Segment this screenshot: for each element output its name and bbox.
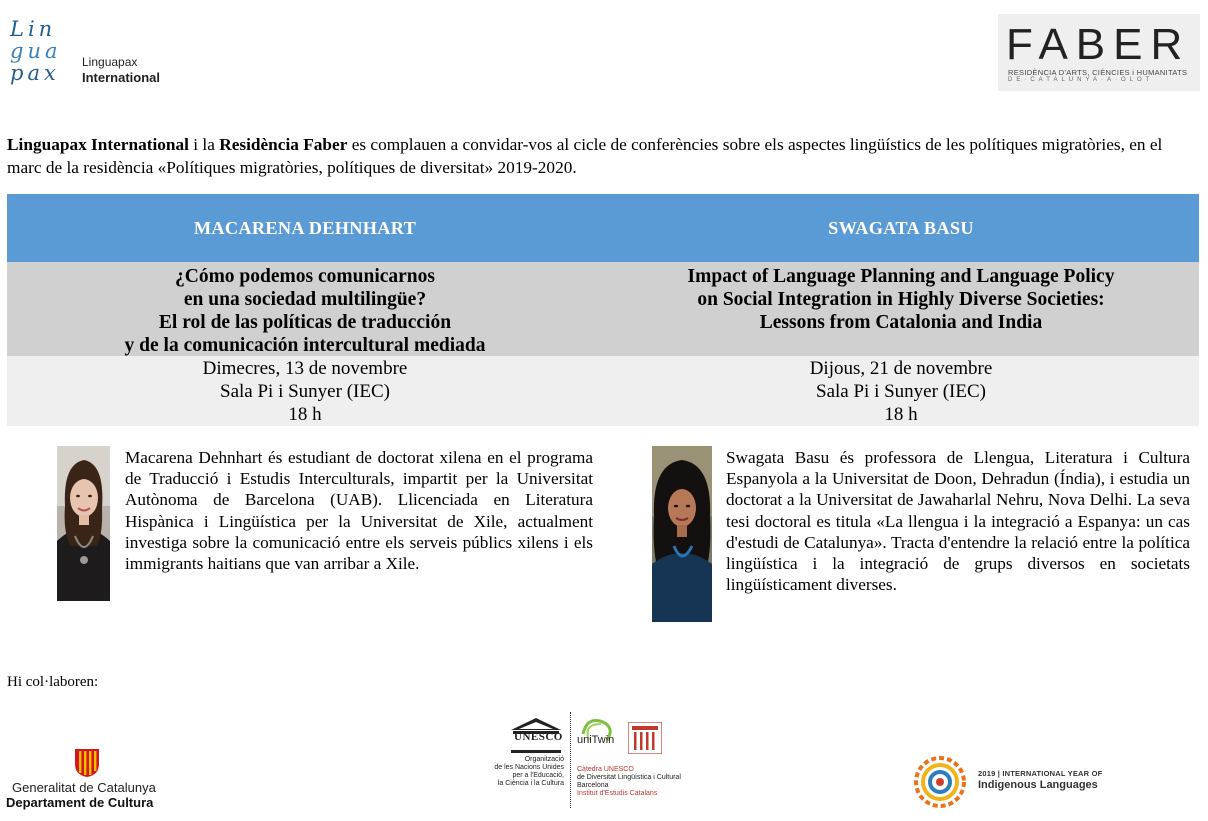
talk-venue: Sala Pi i Sunyer (IEC) (220, 381, 390, 402)
talk-title-line: y de la comunicación intercultural mediada (124, 335, 486, 356)
iec-building-icon (628, 722, 662, 754)
faber-subtitle-2: DE·CATALUNYA·A·OLOT (1008, 77, 1154, 83)
speakers-header-row (7, 194, 1199, 262)
talk-title-2 (603, 265, 1199, 334)
talk-date: Dimecres, 13 de novembre (202, 358, 408, 379)
talk-title-line: El rol de las políticas de traducción (158, 312, 452, 333)
linguapax-mark-line: pax (10, 61, 60, 85)
talk-title-1 (7, 265, 603, 357)
speaker-bio-2: Swagata Basu és professora de Llengua, Literatura i Cultura Espanyola a la Universitat de Doon, Dehradun (Índia), i estudia un doctorat a la Universitat de Jawaharlal Nehru, Nova Delhi. La seva tesi doctoral es titula «La llengua i la integració a Espanya: un cas d'estudi de Catalunya». Tracta d'entendre la relació entre la política lingüística i la integració de grups diversos en societats lingüísticament diverses. (726, 448, 1190, 595)
talk-info-row (7, 356, 1199, 426)
catedra-text-line: Institut d'Estudis Catalans (577, 790, 658, 797)
talk-title-line: ¿Cómo podemos comunicarnos (174, 266, 435, 287)
unesco-chair-logo (488, 710, 688, 810)
linguapax-name (82, 55, 160, 86)
unesco-word: UNESCO (514, 731, 563, 743)
faber-subtitle: RESIDÈNCIA D'ARTS, CIÈNCIES i HUMANITATS (1008, 68, 1188, 77)
catedra-text (577, 766, 681, 798)
unitwin-word: uniTwin (577, 734, 615, 746)
talk-title-line: on Social Integration in Highly Diverse Societies: (697, 289, 1105, 310)
speaker-photo-1 (57, 446, 110, 601)
unesco-text (488, 756, 564, 788)
iyil-line1: 2019 | INTERNATIONAL YEAR OF (978, 769, 1103, 778)
faber-logo (998, 14, 1200, 91)
logo-divider (570, 712, 571, 808)
linguapax-mark (10, 18, 72, 84)
talk-time: 18 h (288, 404, 322, 425)
linguapax-mark-line: Lin (10, 17, 57, 41)
speaker-name-1: MACARENA DEHNHART (193, 218, 417, 238)
faber-title: FABER (1006, 20, 1191, 69)
intro-paragraph (7, 133, 1199, 179)
intro-org1: Linguapax International (7, 135, 189, 154)
talk-title-line: en una sociedad multilingüe? (183, 289, 427, 310)
speaker-name-2: SWAGATA BASU (828, 218, 974, 238)
generalitat-logo (6, 748, 186, 812)
iyil-logo (908, 754, 1108, 810)
talk-info-2 (603, 357, 1199, 426)
catedra-text-line: Càtedra UNESCO (577, 766, 634, 773)
unesco-text-line: Organització (524, 756, 564, 763)
iyil-line2: Indigenous Languages (978, 779, 1098, 791)
catedra-text-line: Barcelona (577, 782, 609, 789)
speaker-bio-1: Macarena Dehnhart és estudiant de doctorat xilena en el programa de Traducció i Estudis Interculturals, impartit per la Universitat Autònoma de Barcelona (UAB). Llicenciada en Literatura Hispànica i Lingüística per la Universitat de Xile, actualment investiga sobre la comunicació entre els serveis públics xilens i els immigrants haitians que van arribar a Xile. (125, 448, 593, 574)
talk-venue: Sala Pi i Sunyer (IEC) (816, 381, 986, 402)
intro-text: es complauen a convidar-vos al cicle de conferències sobre els aspectes lingüístics de les polítiques migratòries, en el marc de la residència «Polítiques migratòries, polítiques de diversitat» 2019-2020. (7, 135, 1163, 177)
talk-title-line: Impact of Language Planning and Language Policy (687, 266, 1115, 287)
generalitat-emblem-icon (74, 748, 100, 778)
catedra-text-line: de Diversitat Lingüística i Cultural (577, 774, 681, 781)
talk-info-1 (7, 357, 603, 426)
generalitat-line1: Generalitat de Catalunya (12, 780, 156, 795)
collaborators-label: Hi col·laboren: (7, 674, 99, 690)
talk-time: 18 h (884, 404, 918, 425)
intro-org2: Residència Faber (219, 135, 348, 154)
iyil-emblem-icon (908, 754, 972, 810)
unesco-text-line: la Ciència i la Cultura (497, 780, 564, 787)
intro-connector: i la (188, 135, 220, 154)
talk-titles-row (7, 262, 1199, 356)
linguapax-logo (8, 18, 188, 88)
unesco-text-line: de les Nacions Unides (494, 764, 564, 771)
speaker-photo-2 (652, 446, 712, 622)
talk-title-line: Lessons from Catalonia and India (759, 312, 1043, 333)
talk-date: Dijous, 21 de novembre (809, 358, 993, 379)
linguapax-mark-line: gua (10, 39, 62, 63)
linguapax-name-line2: International (82, 70, 161, 85)
linguapax-name-line1: Linguapax (82, 55, 138, 69)
unesco-text-line: per a l'Educació, (512, 772, 564, 779)
generalitat-line2: Departament de Cultura (6, 795, 154, 810)
